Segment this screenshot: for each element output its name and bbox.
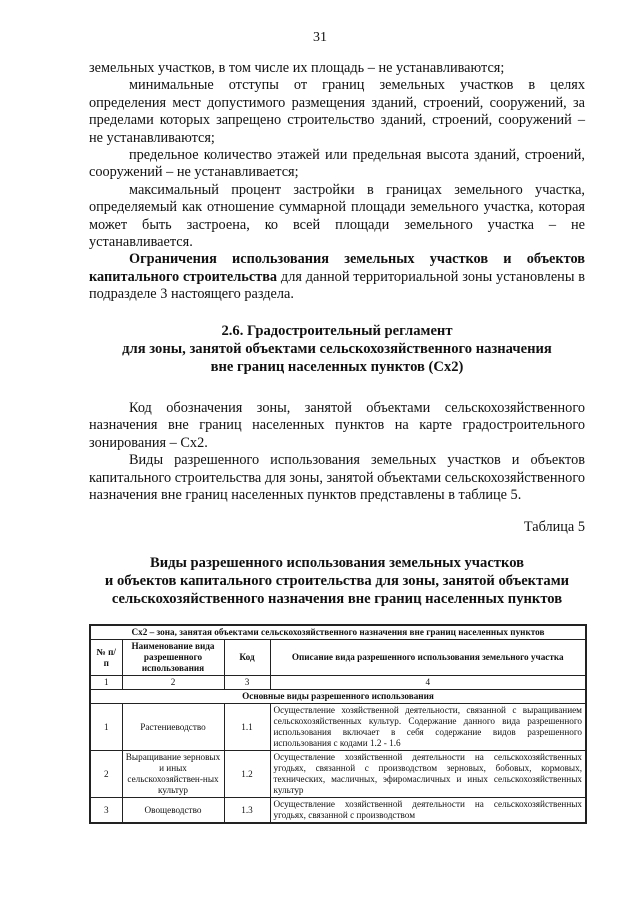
section-heading-line-1: 2.6. Градостроительный регламент (221, 323, 453, 339)
paragraph-setbacks: минимальные отступы от границ земельных участков в целях определения мест допустимого размещения зданий, строений, сооружений, за пределами которых запрещено строительство зданий, строений, сооружений – не устанавливаются; (89, 77, 585, 146)
index-cell: 4 (270, 676, 586, 690)
index-cell: 2 (122, 676, 224, 690)
header-number: № п/п (90, 640, 122, 676)
table-heading-line-1: Виды разрешенного использования земельных участков (149, 555, 525, 571)
row-name: Выращивание зерновых и иных сельскохозяйствен-ных культур (122, 751, 224, 798)
row-code: 1.2 (224, 751, 270, 798)
header-description: Описание вида разрешенного использования земельного участка (270, 640, 586, 676)
table-heading (89, 554, 585, 608)
table-group-row (90, 690, 586, 704)
table-caption: Сх2 – зона, занятая объектами сельскохозяйственного назначения вне границ населенных пунктов (90, 625, 586, 640)
section-heading-line-3: вне границ населенных пунктов (Сх2) (210, 359, 464, 375)
table-row (90, 751, 586, 798)
table-header-row (90, 640, 586, 676)
table-heading-line-2: и объектов капитального строительства для зоны, занятой объектами (104, 573, 570, 589)
requirements-text (89, 60, 585, 304)
paragraph-floors: предельное количество этажей или предельная высота зданий, строений, сооружений – не устанавливается; (89, 147, 585, 181)
row-code: 1.1 (224, 704, 270, 751)
row-number: 2 (90, 751, 122, 798)
index-cell: 1 (90, 676, 122, 690)
row-description: Осуществление хозяйственной деятельности, связанной с выращиванием сельскохозяйственных культур. Содержание данного вида разрешенного использования включает в себя содержание видов разрешенного использования с кодами 1.2 - 1.6 (270, 704, 586, 751)
section-heading-line-2: для зоны, занятой объектами сельскохозяйственного назначения (122, 341, 552, 357)
row-number: 1 (90, 704, 122, 751)
paragraph-zone-code: Код обозначения зоны, занятой объектами сельскохозяйственного назначения вне границ населенных пунктов на карте градостроительного зонирования – Сх2. (89, 400, 585, 451)
header-name: Наименование вида разрешенного использования (122, 640, 224, 676)
paragraph-restrictions (89, 251, 585, 303)
index-cell: 3 (224, 676, 270, 690)
table-label: Таблица 5 (523, 519, 585, 535)
page-number: 31 (313, 30, 327, 45)
group-label: Основные виды разрешенного использования (90, 690, 586, 704)
row-name: Растениеводство (122, 704, 224, 751)
row-code: 1.3 (224, 798, 270, 824)
paragraph-coverage: максимальный процент застройки в границах земельного участка, определяемый как отношение суммарной площади земельного участка, которая может быть застроена, ко всей площади земельного участка – не устанавливается. (89, 181, 585, 251)
section-heading (89, 322, 585, 376)
restrictions-rest: для данной территориальной зоны установлены в подразделе 3 настоящего раздела. (89, 268, 586, 303)
paragraph-plot-area: земельных участков, в том числе их площадь – не устанавливаются; (89, 60, 505, 76)
header-code: Код (224, 640, 270, 676)
row-description: Осуществление хозяйственной деятельности на сельскохозяйственных угодьях, связанной с производством (270, 798, 586, 824)
row-name: Овощеводство (122, 798, 224, 824)
table-row (90, 798, 586, 824)
table-index-row (90, 676, 586, 690)
zone-text (89, 400, 585, 504)
row-number: 3 (90, 798, 122, 824)
restrictions-bold: Ограничения использования земельных участков и объектов капитального строительства (89, 251, 585, 285)
row-description: Осуществление хозяйственной деятельности на сельскохозяйственных угодьях, связанной с производством зерновых, бобовых, кормовых, технических, масличных, эфиромасличных и иных сельскохозяйственных культур (270, 751, 586, 798)
paragraph-zone-uses: Виды разрешенного использования земельных участков и объектов капитального строительства для зоны, занятой объектами сельскохозяйственного назначения вне границ населенных пунктов представлены в таблице 5. (89, 452, 585, 504)
table-heading-line-3: сельскохозяйственного назначения вне границ населенных пунктов (111, 591, 563, 607)
table-row (90, 704, 586, 751)
uses-table (89, 624, 587, 824)
table-caption-row (90, 625, 586, 640)
